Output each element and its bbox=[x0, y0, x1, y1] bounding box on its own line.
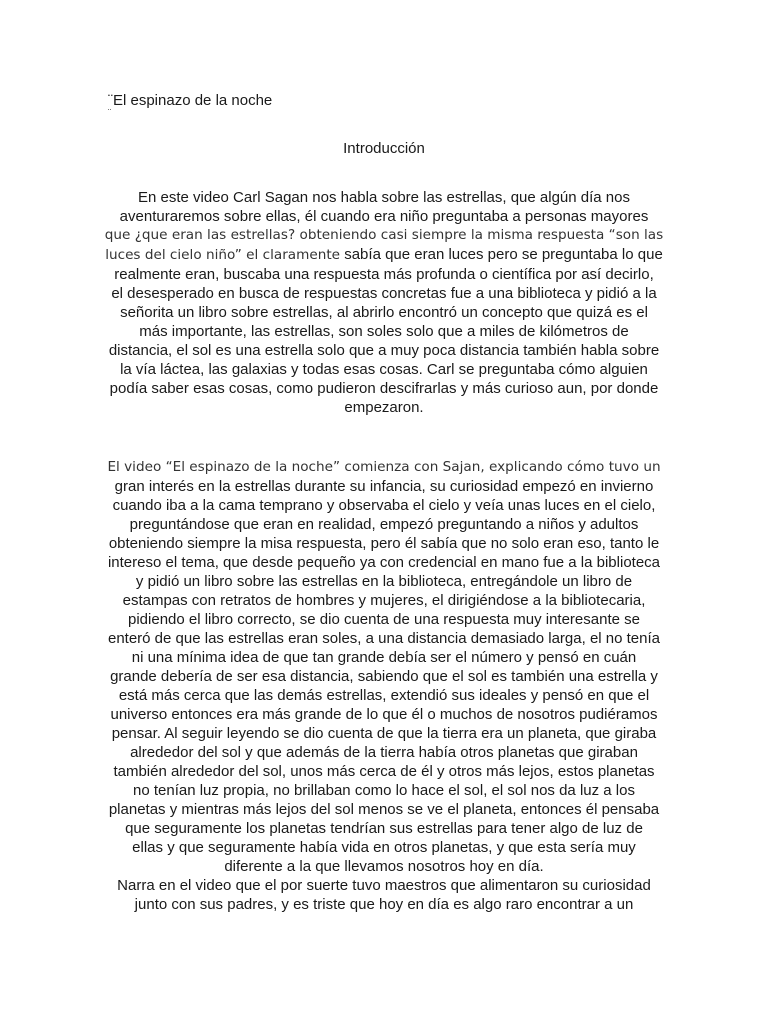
paragraph-line: ni una mínima idea de que tan grande debía ser el número y pensó en cuán bbox=[131, 649, 637, 666]
paragraph-line-part: luces del cielo niño” el claramente bbox=[105, 247, 341, 263]
paragraph-line: obteniendo siempre la misa respuesta, pero él sabía que no solo eran eso, tanto le bbox=[108, 535, 660, 552]
paragraph-line: estampas con retratos de hombres y mujeres, el dirigiéndose a la bibliotecaria, bbox=[122, 592, 646, 609]
section-heading: Introducción bbox=[343, 140, 425, 157]
paragraph-line: y pidió un libro sobre las estrellas en la biblioteca, entregándole un libro de bbox=[135, 573, 633, 590]
paragraph-line: que ¿que eran las estrellas? obteniendo casi siempre la misma respuesta “son las bbox=[104, 227, 664, 243]
paragraph-line: alrededor del sol y que además de la tierra había otros planetas que giraban bbox=[130, 744, 638, 761]
paragraph-line: señorita un libro sobre estrellas, al abrirlo encontró un concepto que quizá es el bbox=[120, 304, 648, 321]
paragraph-line: planetas y mientras más lejos del sol menos se ve el planeta, entonces él pensaba bbox=[108, 801, 660, 818]
paragraph-line: que seguramente los planetas tendrían sus estrellas para tener algo de luz de bbox=[125, 820, 643, 837]
paragraph-line: ellas y que seguramente había vida en otros planetas, y que esta sería muy bbox=[132, 839, 636, 856]
paragraph-line: intereso el tema, que desde pequeño ya con credencial en mano fue a la biblioteca bbox=[107, 554, 661, 571]
paragraph-line-part: sabía que eran luces pero se preguntaba lo que bbox=[340, 246, 663, 263]
paragraph-line: enteró de que las estrellas eran soles, a una distancia demasiado larga, el no tenía bbox=[107, 630, 661, 647]
paragraph-line: aventuraremos sobre ellas, él cuando era niño preguntaba a personas mayores bbox=[119, 208, 649, 225]
paragraph-line: más importante, las estrellas, son soles solo que a miles de kilómetros de bbox=[139, 323, 629, 340]
paragraph-line: grande debería de ser esa distancia, sabiendo que el sol es también una estrella y bbox=[110, 668, 658, 685]
paragraph-line: podía saber esas cosas, como pudieron descifrarlas y más curioso aun, por donde bbox=[109, 380, 659, 397]
paragraph-line: cuando iba a la cama temprano y observaba el cielo y veía unas luces en el cielo, bbox=[112, 497, 656, 514]
paragraph-line: empezaron. bbox=[344, 399, 424, 416]
body-paragraph bbox=[104, 458, 664, 914]
paragraph-line: El video “El espinazo de la noche” comienza con Sajan, explicando cómo tuvo un bbox=[107, 459, 661, 475]
paragraph-line: el desesperado en busca de respuestas concretas fue a una biblioteca y pidió a la bbox=[111, 285, 657, 302]
paragraph-line: junto con sus padres, y es triste que hoy en día es algo raro encontrar a un bbox=[134, 896, 634, 913]
paragraph-line: realmente eran, buscaba una respuesta más profunda o científica por así decirlo, bbox=[114, 266, 654, 283]
title-mark: ¨ bbox=[108, 108, 112, 119]
paragraph-line: diferente a la que llevamos nosotros hoy en día. bbox=[224, 858, 544, 875]
paragraph-line: universo entonces era más grande de lo que él o muchos de nosotros pudiéramos bbox=[110, 706, 658, 723]
paragraph-line: Narra en el video que el por suerte tuvo maestros que alimentaron su curiosidad bbox=[117, 877, 651, 894]
document-title: ¨El espinazo de la noche bbox=[108, 92, 273, 109]
paragraph-line: En este video Carl Sagan nos habla sobre las estrellas, que algún día nos bbox=[138, 189, 630, 206]
paragraph-line: la vía láctea, las galaxias y todas esas cosas. Carl se preguntaba cómo alguien bbox=[120, 361, 648, 378]
introduction-paragraph bbox=[104, 188, 664, 417]
paragraph-line: pidiendo el libro correcto, se dio cuenta de una respuesta muy interesante se bbox=[128, 611, 640, 628]
paragraph-line: no tenían luz propia, no brillaban como lo hace el sol, el sol nos da luz a los bbox=[133, 782, 635, 799]
paragraph-line: preguntándose que eran en realidad, empezó preguntando a niños y adultos bbox=[129, 516, 639, 533]
paragraph-line: está más cerca que las demás estrellas, extendió sus ideales y pensó en que el bbox=[118, 687, 650, 704]
paragraph-line: distancia, el sol es una estrella solo que a muy poca distancia también habla sobre bbox=[108, 342, 660, 359]
paragraph-line: también alrededor del sol, unos más cerca de él y otros más lejos, estos planetas bbox=[113, 763, 655, 780]
paragraph-line: pensar. Al seguir leyendo se dio cuenta de que la tierra era un planeta, que giraba bbox=[111, 725, 657, 742]
paragraph-line bbox=[104, 245, 664, 265]
paragraph-line: gran interés en la estrellas durante su infancia, su curiosidad empezó en invierno bbox=[114, 478, 654, 495]
